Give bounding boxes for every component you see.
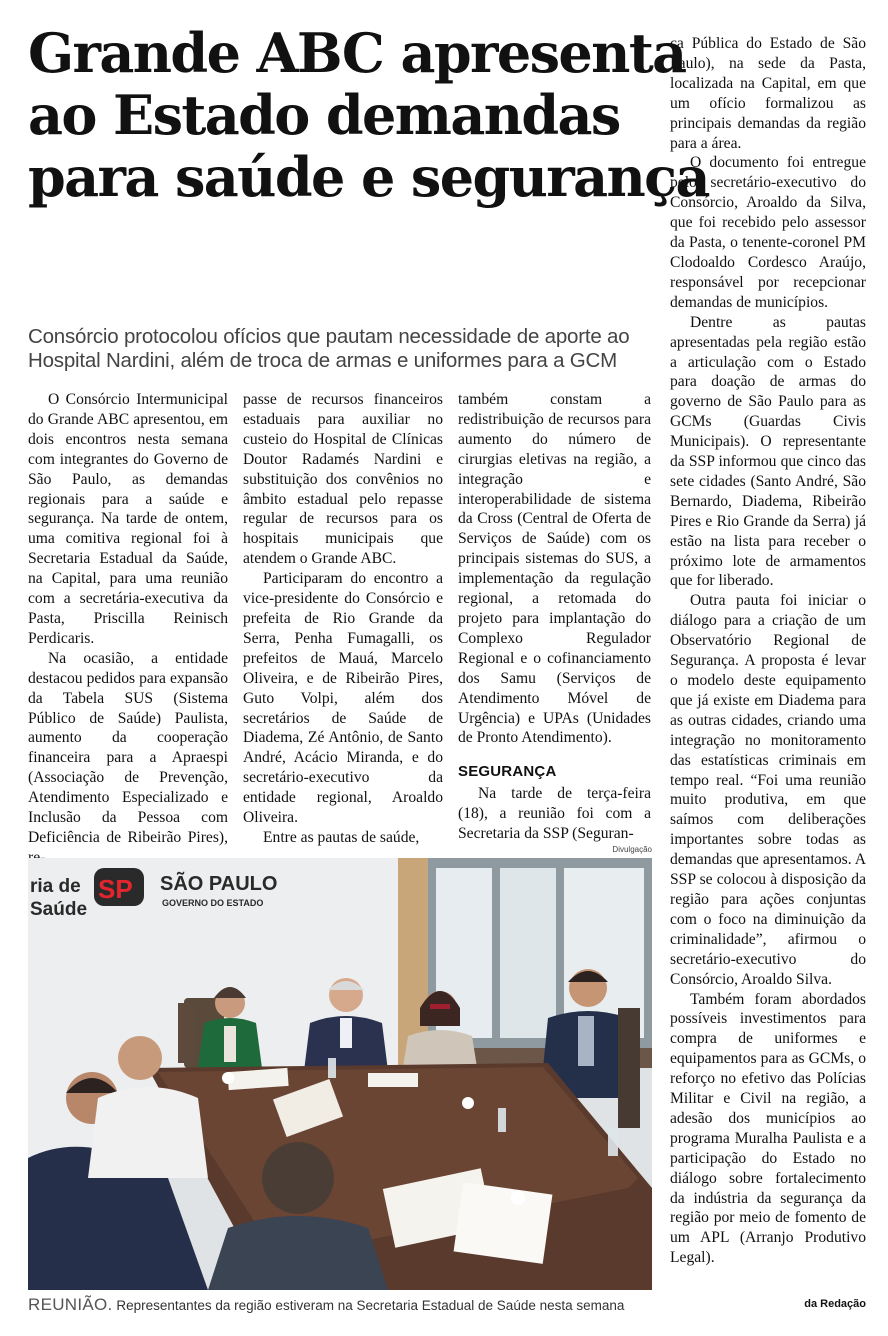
caption-lead: REUNIÃO.	[28, 1295, 113, 1314]
paragraph: Na tarde de terça-feira (18), a reunião foi com a Secretaria da SSP (Seguran-	[458, 785, 651, 843]
subheadline-line: Hospital Nardini, além de troca de armas e uniformes para a GCM	[28, 349, 617, 372]
photo-credit: Divulgação	[612, 845, 652, 854]
article-column-1	[28, 390, 228, 868]
byline: da Redação	[804, 1298, 866, 1310]
paragraph: Dentre as pautas apresentadas pela região estão a articulação com o Estado para doação de armas do governo de São Paulo para as GCMs (Guardas Civis Municipais). O representante da SSP informou que cinco das sete cidades (Santo André, São Bernardo, Diadema, Ribeirão Pires e Rio Grande da Serra) já estão na lista para receber o próximo lote de armamentos que for liberado.	[670, 313, 866, 590]
article-column-3	[458, 390, 651, 844]
article-column-2	[243, 390, 443, 848]
paragraph: Na ocasião, a entidade destacou pedidos para expansão da Tabela SUS (Sistema Público de Saúde) Paulista, aumento da cooperação financeira para a Apraespi (Associação de Prevenção, Atendimento Especializado e Inclusão da Pessoa com Deficiência de Ribeirão Pires),	[28, 649, 228, 846]
photo-caption	[28, 1295, 658, 1315]
paragraph: O documento foi entregue pelo secretário-executivo do Consórcio, Aroaldo da Silva, que foi recebido pelo assessor da Pasta, o tenente-coronel PM Clodoaldo Cordesco Araújo, responsável por recepcionar demandas de municípios.	[670, 154, 866, 311]
paragraph: Outra pauta foi iniciar o diálogo para a criação de um Observatório Regional de Segurança. A proposta é levar o modelo deste equipamento que já existe em Diadema para as outras cidades, criando uma integração no monitoramento das estatísticas criminais em tempo real. “Foi uma reunião muito produtiva, em que saímos com deliberações importantes sobre todas as demandas que apresentamos. A SSP se colocou à disposição da região para ações conjuntas com o foco na diminuição da criminalidade”, afirmou o secretário-executivo do Consórcio, Aroaldo Silva.	[670, 592, 866, 988]
logo-title: SÃO PAULO	[160, 873, 278, 895]
headline-line: ao Estado demandas	[28, 83, 620, 147]
logo-subtitle: GOVERNO DO ESTADO	[162, 898, 264, 908]
subheadline-line: Consórcio protocolou ofícios que pautam necessidade de aporte ao	[28, 325, 630, 348]
paragraph: Participaram do encontro a vice-presidente do Consórcio e prefeita de Rio Grande da Serra, Penha Fumagalli, os prefeitos de Mauá, Marcelo Oliveira, e de Ribeirão Pires, Guto Volpi, além dos secretários de Saúde de Diadema, Zé Antônio, de Santo André, Acácio Miranda, e do secretário-executivo da entidade regional, Aroaldo Oliveira.	[243, 570, 443, 827]
paragraph: Também foram abordados possíveis investimentos para compra de uniformes e equipamentos para as GCMs, o reforço no efetivo das Polícias Militar e Civil na região, a adesão dos municípios ao programa Muralha Paulista e a participação do Estado no diálogo sobre fortalecimento da indústria da segurança da região por meio de fomento de um APL (Arranjo Produtivo Legal).	[670, 990, 866, 1267]
subheadline	[28, 325, 658, 373]
paragraph: O Consórcio Intermunicipal do Grande ABC apresentou, em dois encontros nesta semana com integrantes do Governo de São Paulo, as demandas regionais para a saúde e segurança. Na tarde de ontem, uma comitiva regional foi à Secretaria Estadual da Saúde, na Capital, para uma reunião com a secretária-executiva da Pasta, Priscilla Reinisch Perdicaris.	[28, 391, 228, 647]
wall-sign-text: Saúde	[30, 899, 88, 920]
headline	[28, 21, 709, 209]
article-column-4	[670, 34, 866, 1268]
logo-mark: SP	[98, 874, 133, 904]
paragraph: também constam a redistribuição de recursos para aumento do número de cirurgias eletivas na região, a integração e interoperabilidade de sistema da Cross (Central de Oferta de Serviços de Saúde) com os principais sistemas do SUS, a implementação da regulação regional, a retomada do projeto para implantação do Complexo Regulador Regional e o cofinanciamento dos Samu (Serviços de Atendimento Móvel de Urgência) e UPAs (Unidades de Pronto Atendimento).	[458, 391, 651, 747]
headline-line: para saúde e segurança	[28, 145, 709, 209]
meeting-photo	[28, 858, 652, 1290]
paragraph: passe de recursos financeiros estaduais para auxiliar no custeio do Hospital de Clínicas Doutor Radamés Nardini e substituição dos convênios no âmbito estadual pelo repasse regular de recursos para os hospitais municipais que atendem o Grande ABC.	[243, 391, 443, 568]
caption-text: Representantes da região estiveram na Secretaria Estadual de Saúde nesta semana	[112, 1298, 625, 1313]
paragraph: ça Pública do Estado de São Paulo), na sede da Pasta, localizada na Capital, em que um ofício formalizou as principais demandas da região para a área.	[670, 35, 866, 152]
headline-line: Grande ABC apresenta	[28, 21, 686, 85]
wall-sign-text: ria de	[30, 876, 81, 897]
paragraph: Entre as pautas de saúde,	[263, 828, 420, 846]
section-heading: SEGURANÇA	[458, 763, 557, 781]
meeting-illustration	[28, 858, 652, 1290]
